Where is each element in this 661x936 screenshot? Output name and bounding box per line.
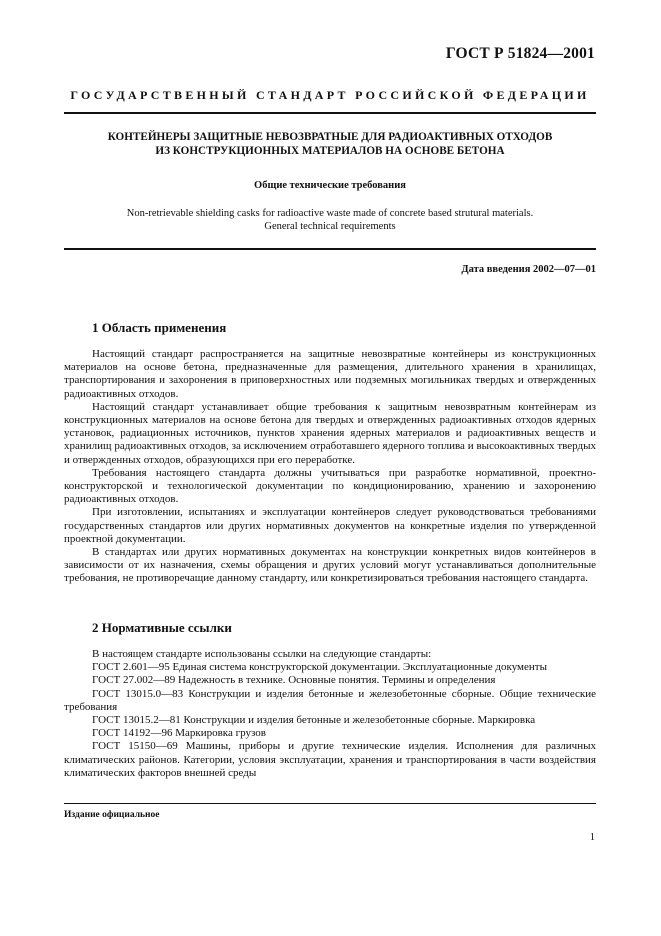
header-rule (64, 112, 596, 114)
section-2-heading: 2 Нормативные ссылки (92, 620, 232, 635)
reference-item: ГОСТ 13015.0—83 Конструкции и изделия бетонные и железобетонные сборные. Общие технические требования (64, 687, 596, 713)
title-line-1: КОНТЕЙНЕРЫ ЗАЩИТНЫЕ НЕВОЗВРАТНЫЕ ДЛЯ РАДИОАКТИВНЫХ ОТХОДОВ (107, 131, 553, 143)
paragraph: Настоящий стандарт устанавливает общие требования к защитным невозвратным контейнерам из конструкционных материалов на основе бетона для твердых и отвержденных радиоактивных отходов ядерных установок, радиационных источников, пунктов хранения ядерных материалов и радиоактивных веществ и хранилищ радиоактивных отходов, за исключением отработавшего ядерного топлива и высокоактивных твердых и отвержденных отходов, образующихся при его переработке. (64, 400, 596, 466)
paragraph: Настоящий стандарт распространяется на защитные невозвратные контейнеры из конструкционных материалов на основе бетона, предназначенные для размещения, длительного хранения в хранилищах, транспортирования и захоронения в приповерхностных или подземных могильниках твердых и отвержденных радиоактивных отходов. (64, 348, 596, 400)
section-1-body (64, 348, 596, 586)
english-title-line-2: General technical requirements (264, 221, 396, 232)
english-title-line-1: Non-retrievable shielding casks for radioactive waste made of concrete based strutural materials. (126, 208, 534, 219)
title-rule (64, 248, 596, 250)
paragraph: Требования настоящего стандарта должны учитываться при разработке нормативной, проектно-конструкторской и технологической документации по кондиционированию, хранению и захоронению радиоактивных отходов. (64, 466, 596, 506)
document-title (64, 130, 596, 158)
paragraph: При изготовлении, испытаниях и эксплуатации контейнеров следует руководствоваться требованиями государственных стандартов или других нормативных документов на конкретные изделия по утвержденной проектной документации. (64, 506, 596, 545)
references-intro: В настоящем стандарте использованы ссылки на следующие стандарты: (92, 648, 432, 660)
footer-rule (64, 803, 596, 804)
state-standard-banner: ГОСУДАРСТВЕННЫЙ СТАНДАРТ РОССИЙСКОЙ ФЕДЕРАЦИИ (70, 88, 590, 102)
introduction-date: Дата введения 2002—07—01 (461, 264, 596, 275)
official-edition-label: Издание официальное (64, 810, 160, 820)
english-title (64, 207, 596, 233)
paragraph: В стандартах или других нормативных документах на конструкции конкретных видов контейнеров в зависимости от их назначения, схемы обращения и других условий могут устанавливаться дополнительные требования, не противоречащие данному стандарту, или конкретизироваться требования настоящего стандарта. (64, 546, 596, 585)
section-2-body (64, 648, 596, 780)
reference-item: ГОСТ 14192—96 Маркировка грузов (92, 727, 266, 740)
document-subtitle: Общие технические требования (254, 180, 406, 191)
gost-code: ГОСТ Р 51824—2001 (445, 45, 595, 62)
section-1-heading: 1 Область применения (92, 320, 227, 335)
reference-item: ГОСТ 2.601—95 Единая система конструкторской документации. Эксплуатационные документы (92, 661, 547, 674)
reference-item: ГОСТ 15150—69 Машины, приборы и другие технические изделия. Исполнения для различных климатических районов. Категории, условия эксплуатации, хранения и транспортирования в части воздействия климатических факторов внешней среды (64, 740, 596, 779)
title-line-2: ИЗ КОНСТРУКЦИОННЫХ МАТЕРИАЛОВ НА ОСНОВЕ БЕТОНА (155, 145, 505, 157)
page-number: 1 (589, 832, 595, 843)
reference-item: ГОСТ 13015.2—81 Конструкции и изделия бетонные и железобетонные сборные. Маркировка (92, 714, 536, 727)
reference-item: ГОСТ 27.002—89 Надежность в технике. Основные понятия. Термины и определения (92, 674, 496, 687)
